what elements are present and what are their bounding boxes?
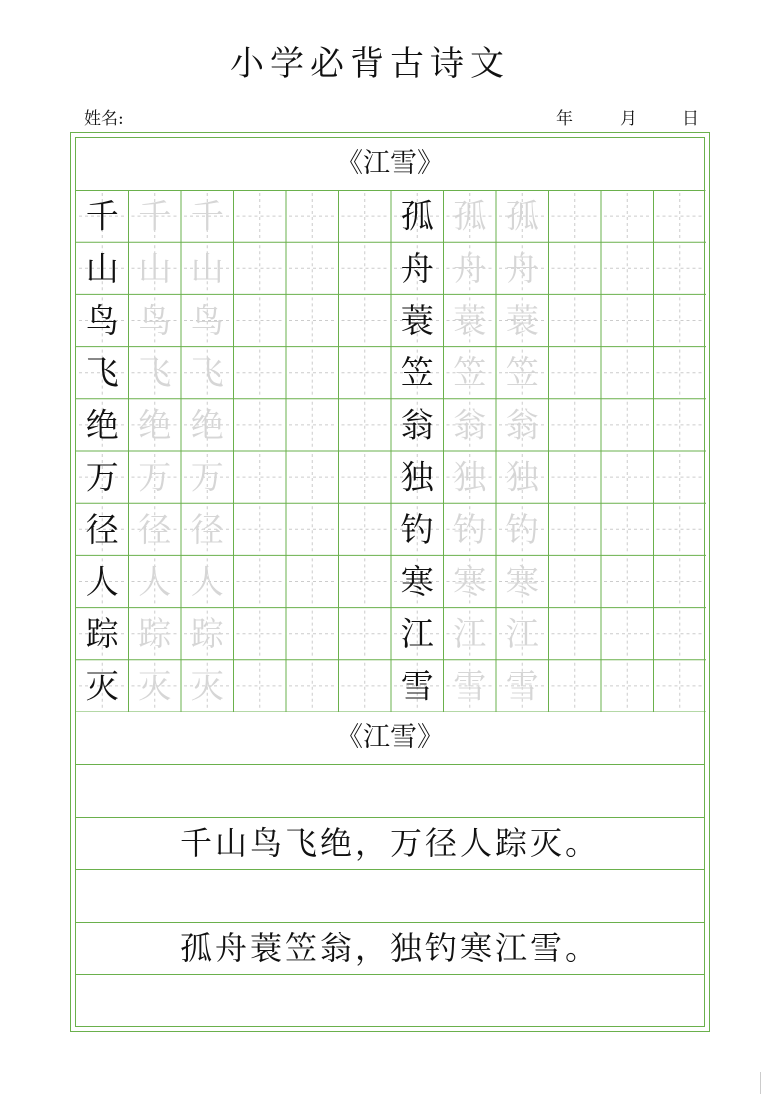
trace-character: 飞 bbox=[138, 353, 172, 393]
trace-character: 绝 bbox=[138, 405, 172, 445]
model-character: 山 bbox=[85, 248, 119, 288]
trace-character: 寒 bbox=[505, 562, 539, 601]
trace-character: 独 bbox=[505, 457, 539, 497]
trace-character: 独 bbox=[453, 457, 487, 497]
trace-character: 孤 bbox=[505, 196, 539, 236]
trace-character: 孤 bbox=[453, 196, 487, 236]
trace-character: 径 bbox=[190, 509, 224, 549]
copy-section-title: 《江雪》 bbox=[76, 712, 704, 765]
trace-character: 鸟 bbox=[190, 301, 224, 340]
trace-character: 雪 bbox=[453, 666, 487, 706]
trace-character: 径 bbox=[138, 509, 172, 549]
month-label: 月 bbox=[620, 109, 637, 129]
trace-character: 踪 bbox=[190, 614, 224, 654]
writing-band-2 bbox=[76, 870, 704, 975]
trace-character: 蓑 bbox=[453, 301, 487, 340]
model-character: 飞 bbox=[85, 353, 119, 393]
model-character: 千 bbox=[85, 196, 119, 236]
poem-line-1: 千山鸟飞绝，万径人踪灭。 bbox=[179, 824, 600, 862]
model-character: 舟 bbox=[400, 248, 434, 288]
page-corner-mark bbox=[760, 1072, 773, 1094]
model-character: 翁 bbox=[400, 405, 434, 445]
trace-character: 江 bbox=[505, 614, 539, 654]
writing-band-3 bbox=[76, 975, 704, 1028]
trace-character: 江 bbox=[453, 614, 487, 654]
worksheet-frame bbox=[70, 132, 710, 1032]
trace-character: 鸟 bbox=[138, 301, 172, 340]
model-character: 孤 bbox=[400, 196, 434, 236]
model-character: 雪 bbox=[400, 666, 434, 706]
trace-character: 笠 bbox=[505, 353, 539, 393]
model-character: 踪 bbox=[85, 614, 119, 654]
name-label: 姓名: bbox=[84, 109, 124, 129]
model-character: 灭 bbox=[85, 666, 119, 706]
trace-character: 舟 bbox=[453, 248, 487, 288]
model-character: 鸟 bbox=[85, 301, 119, 340]
trace-character: 万 bbox=[138, 457, 172, 497]
model-character: 人 bbox=[85, 562, 119, 601]
model-character: 蓑 bbox=[400, 301, 434, 340]
trace-character: 灭 bbox=[138, 666, 172, 706]
poem-line-2: 孤舟蓑笠翁，独钓寒江雪。 bbox=[179, 929, 600, 967]
trace-character: 万 bbox=[190, 457, 224, 497]
trace-character: 翁 bbox=[505, 405, 539, 445]
trace-character: 踪 bbox=[138, 614, 172, 654]
year-label: 年 bbox=[556, 109, 573, 129]
model-character: 独 bbox=[400, 457, 434, 497]
trace-character: 钓 bbox=[453, 509, 487, 549]
model-character: 江 bbox=[400, 614, 434, 654]
tianzige-grid bbox=[76, 190, 706, 712]
model-character: 万 bbox=[85, 457, 119, 497]
trace-character: 翁 bbox=[453, 405, 487, 445]
trace-character: 蓑 bbox=[505, 301, 539, 340]
trace-character: 千 bbox=[190, 196, 224, 236]
worksheet-inner-frame bbox=[75, 137, 705, 1027]
page-title: 小学必背古诗文 bbox=[230, 44, 510, 84]
trace-character: 绝 bbox=[190, 405, 224, 445]
trace-character: 笠 bbox=[453, 353, 487, 393]
trace-character: 千 bbox=[138, 196, 172, 236]
trace-character: 钓 bbox=[505, 509, 539, 549]
trace-character: 雪 bbox=[505, 666, 539, 706]
model-character: 寒 bbox=[400, 562, 434, 601]
trace-character: 人 bbox=[190, 562, 224, 601]
model-character: 笠 bbox=[400, 353, 434, 393]
writing-band-1 bbox=[76, 765, 704, 870]
trace-character: 山 bbox=[190, 248, 224, 288]
trace-character: 舟 bbox=[505, 248, 539, 288]
name-date-row bbox=[84, 104, 699, 130]
trace-character: 灭 bbox=[190, 666, 224, 706]
model-character: 径 bbox=[85, 509, 119, 549]
model-character: 钓 bbox=[400, 509, 434, 549]
trace-character: 寒 bbox=[453, 562, 487, 601]
trace-character: 飞 bbox=[190, 353, 224, 393]
trace-character: 山 bbox=[138, 248, 172, 288]
model-character: 绝 bbox=[85, 405, 119, 445]
day-label: 日 bbox=[682, 109, 699, 129]
poem-title: 《江雪》 bbox=[76, 138, 704, 191]
trace-character: 人 bbox=[138, 562, 172, 601]
